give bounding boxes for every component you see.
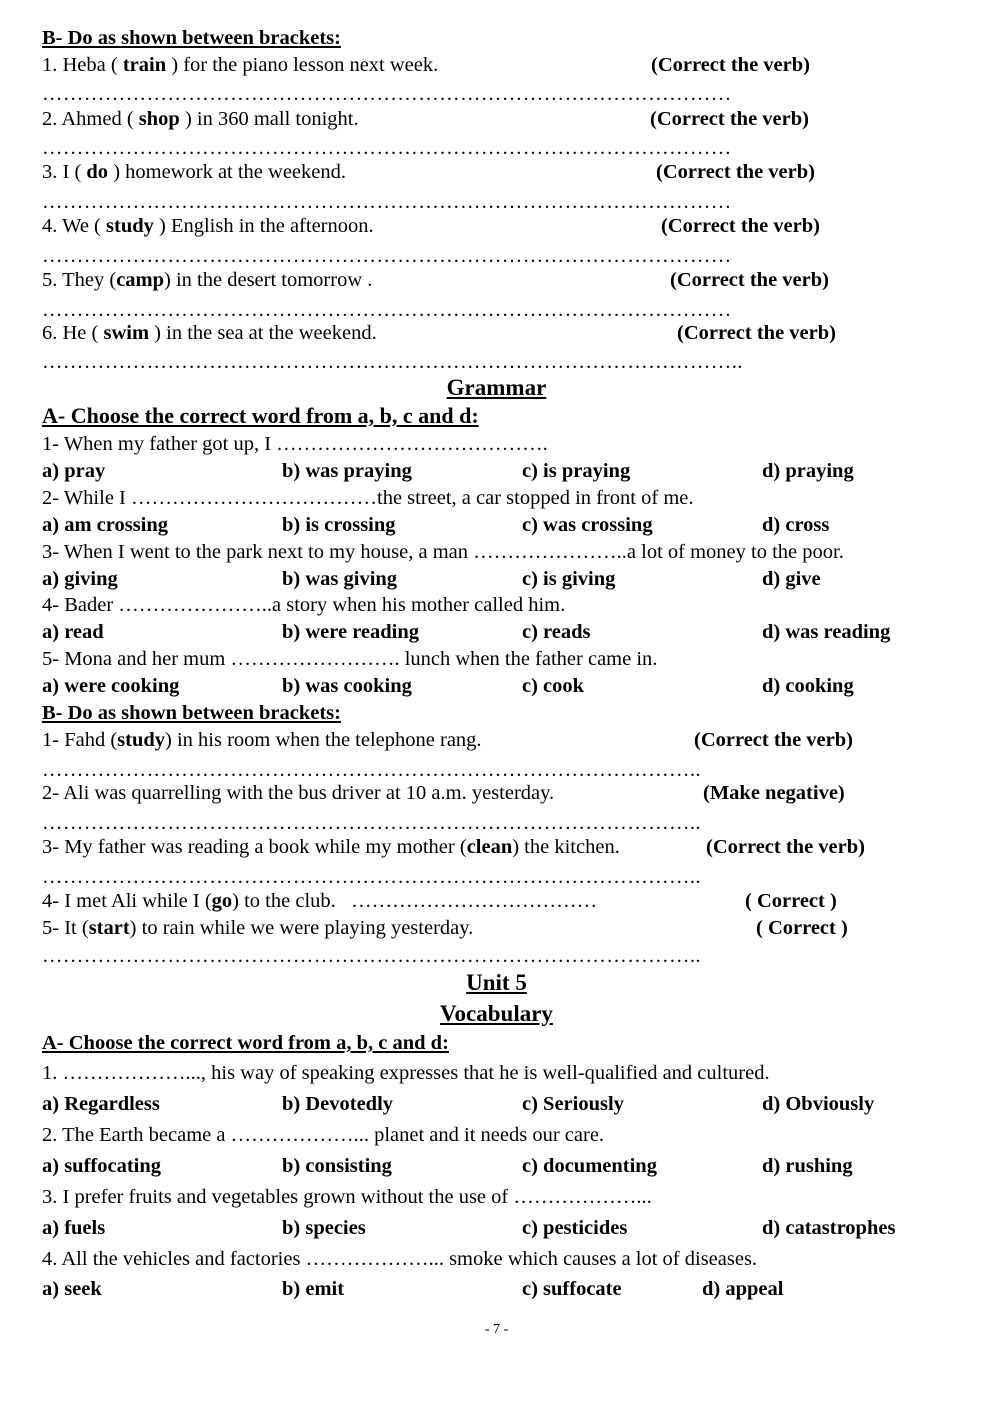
grammar-title: Grammar <box>446 375 547 400</box>
exercise-item: 4- I met Ali while I (go) to the club. ……………………………… <box>42 890 598 912</box>
option-b[interactable]: b) emit <box>282 1278 345 1300</box>
instruction: ( Correct ) <box>745 890 837 912</box>
answer-line[interactable]: ……………………………………………………………………………………… <box>42 299 732 321</box>
option-a[interactable]: a) read <box>42 621 104 643</box>
option-b[interactable]: b) were reading <box>282 621 420 643</box>
option-d[interactable]: d) praying <box>762 460 854 482</box>
question: 1. ………………..., his way of speaking expresses that he is well-qualified and cultured. <box>42 1062 770 1084</box>
option-a[interactable]: a) were cooking <box>42 675 180 697</box>
option-c[interactable]: c) reads <box>522 621 591 643</box>
exercise-item: 2- Ali was quarrelling with the bus driver at 10 a.m. yesterday. <box>42 782 555 804</box>
question: 3- When I went to the park next to my house, a man …………………..a lot of money to the poor. <box>42 541 844 563</box>
exercise-item: 6. He ( swim ) in the sea at the weekend. <box>42 322 377 344</box>
question: 2. The Earth became a ………………... planet and it needs our care. <box>42 1124 605 1146</box>
exercise-item: 5- It (start) to rain while we were playing yesterday. <box>42 917 474 939</box>
option-c[interactable]: c) is praying <box>522 460 631 482</box>
page-number: - 7 - <box>484 1322 509 1337</box>
option-c[interactable]: c) is giving <box>522 568 616 590</box>
exercise-item: 3- My father was reading a book while my mother (clean) the kitchen. <box>42 836 620 858</box>
option-b[interactable]: b) species <box>282 1217 366 1239</box>
option-b[interactable]: b) Devotedly <box>282 1093 394 1115</box>
option-d[interactable]: d) catastrophes <box>762 1217 896 1239</box>
section-heading: B- Do as shown between brackets: <box>42 27 341 49</box>
exercise-item: 1- Fahd (study) in his room when the telephone rang. <box>42 729 482 751</box>
option-d[interactable]: d) was reading <box>762 621 891 643</box>
option-c[interactable]: c) documenting <box>522 1155 657 1177</box>
answer-line[interactable]: ………………………………………………………………………………….. <box>42 945 701 967</box>
answer-line[interactable]: ……………………………………………………………………………………….. <box>42 351 743 373</box>
option-c[interactable]: c) pesticides <box>522 1217 628 1239</box>
section-heading: B- Do as shown between brackets: <box>42 702 341 724</box>
answer-line[interactable]: ……………………………………………………………………………………… <box>42 137 732 159</box>
instruction: (Correct the verb) <box>677 322 836 344</box>
answer-line[interactable]: ………………………………………………………………………………….. <box>42 759 701 781</box>
option-a[interactable]: a) pray <box>42 460 106 482</box>
section-heading: A- Choose the correct word from a, b, c and d: <box>42 403 479 428</box>
instruction: (Correct the verb) <box>651 54 810 76</box>
question: 5- Mona and her mum ……………………. lunch when the father came in. <box>42 648 658 670</box>
option-b[interactable]: b) was giving <box>282 568 398 590</box>
option-d[interactable]: d) rushing <box>762 1155 853 1177</box>
option-d[interactable]: d) appeal <box>702 1278 784 1300</box>
answer-line[interactable]: ……………………………………………………………………………………… <box>42 83 732 105</box>
question: 1- When my father got up, I …………………………………. <box>42 433 548 455</box>
unit-title: Unit 5 <box>466 970 527 995</box>
option-a[interactable]: a) fuels <box>42 1217 106 1239</box>
question: 4- Bader …………………..a story when his mother called him. <box>42 594 566 616</box>
exercise-item: 5. They (camp) in the desert tomorrow . <box>42 269 373 291</box>
option-a[interactable]: a) am crossing <box>42 514 169 536</box>
option-d[interactable]: d) cooking <box>762 675 854 697</box>
option-a[interactable]: a) giving <box>42 568 118 590</box>
option-a[interactable]: a) Regardless <box>42 1093 160 1115</box>
option-d[interactable]: d) Obviously <box>762 1093 875 1115</box>
option-c[interactable]: c) was crossing <box>522 514 653 536</box>
answer-line[interactable]: ……………………………………………………………………………………… <box>42 191 732 213</box>
answer-line[interactable]: ………………………………………………………………………………….. <box>42 812 701 834</box>
answer-line[interactable]: ……………………………………………………………………………………… <box>42 245 732 267</box>
option-c[interactable]: c) Seriously <box>522 1093 624 1115</box>
exercise-item: 3. I ( do ) homework at the weekend. <box>42 161 347 183</box>
option-c[interactable]: c) cook <box>522 675 585 697</box>
section-heading: A- Choose the correct word from a, b, c and d: <box>42 1032 449 1054</box>
option-a[interactable]: a) seek <box>42 1278 102 1300</box>
question: 4. All the vehicles and factories ………………... smoke which causes a lot of diseases. <box>42 1248 758 1270</box>
option-b[interactable]: b) was cooking <box>282 675 412 697</box>
option-c[interactable]: c) suffocate <box>522 1278 622 1300</box>
option-d[interactable]: d) give <box>762 568 821 590</box>
instruction: (Correct the verb) <box>706 836 865 858</box>
instruction: (Correct the verb) <box>670 269 829 291</box>
instruction: ( Correct ) <box>756 917 848 939</box>
option-a[interactable]: a) suffocating <box>42 1155 162 1177</box>
instruction: (Correct the verb) <box>694 729 853 751</box>
instruction: (Correct the verb) <box>656 161 815 183</box>
question: 2- While I ………………………………the street, a car stopped in front of me. <box>42 487 694 509</box>
option-b[interactable]: b) consisting <box>282 1155 392 1177</box>
option-b[interactable]: b) is crossing <box>282 514 396 536</box>
option-b[interactable]: b) was praying <box>282 460 412 482</box>
exercise-item: 4. We ( study ) English in the afternoon. <box>42 215 374 237</box>
instruction: (Make negative) <box>703 782 845 804</box>
instruction: (Correct the verb) <box>661 215 820 237</box>
exercise-item: 2. Ahmed ( shop ) in 360 mall tonight. <box>42 108 359 130</box>
answer-line[interactable]: ………………………………………………………………………………….. <box>42 866 701 888</box>
exercise-item: 1. Heba ( train ) for the piano lesson next week. <box>42 54 439 76</box>
instruction: (Correct the verb) <box>650 108 809 130</box>
option-d[interactable]: d) cross <box>762 514 830 536</box>
question: 3. I prefer fruits and vegetables grown without the use of ………………... <box>42 1186 652 1208</box>
vocabulary-title: Vocabulary <box>440 1001 553 1026</box>
